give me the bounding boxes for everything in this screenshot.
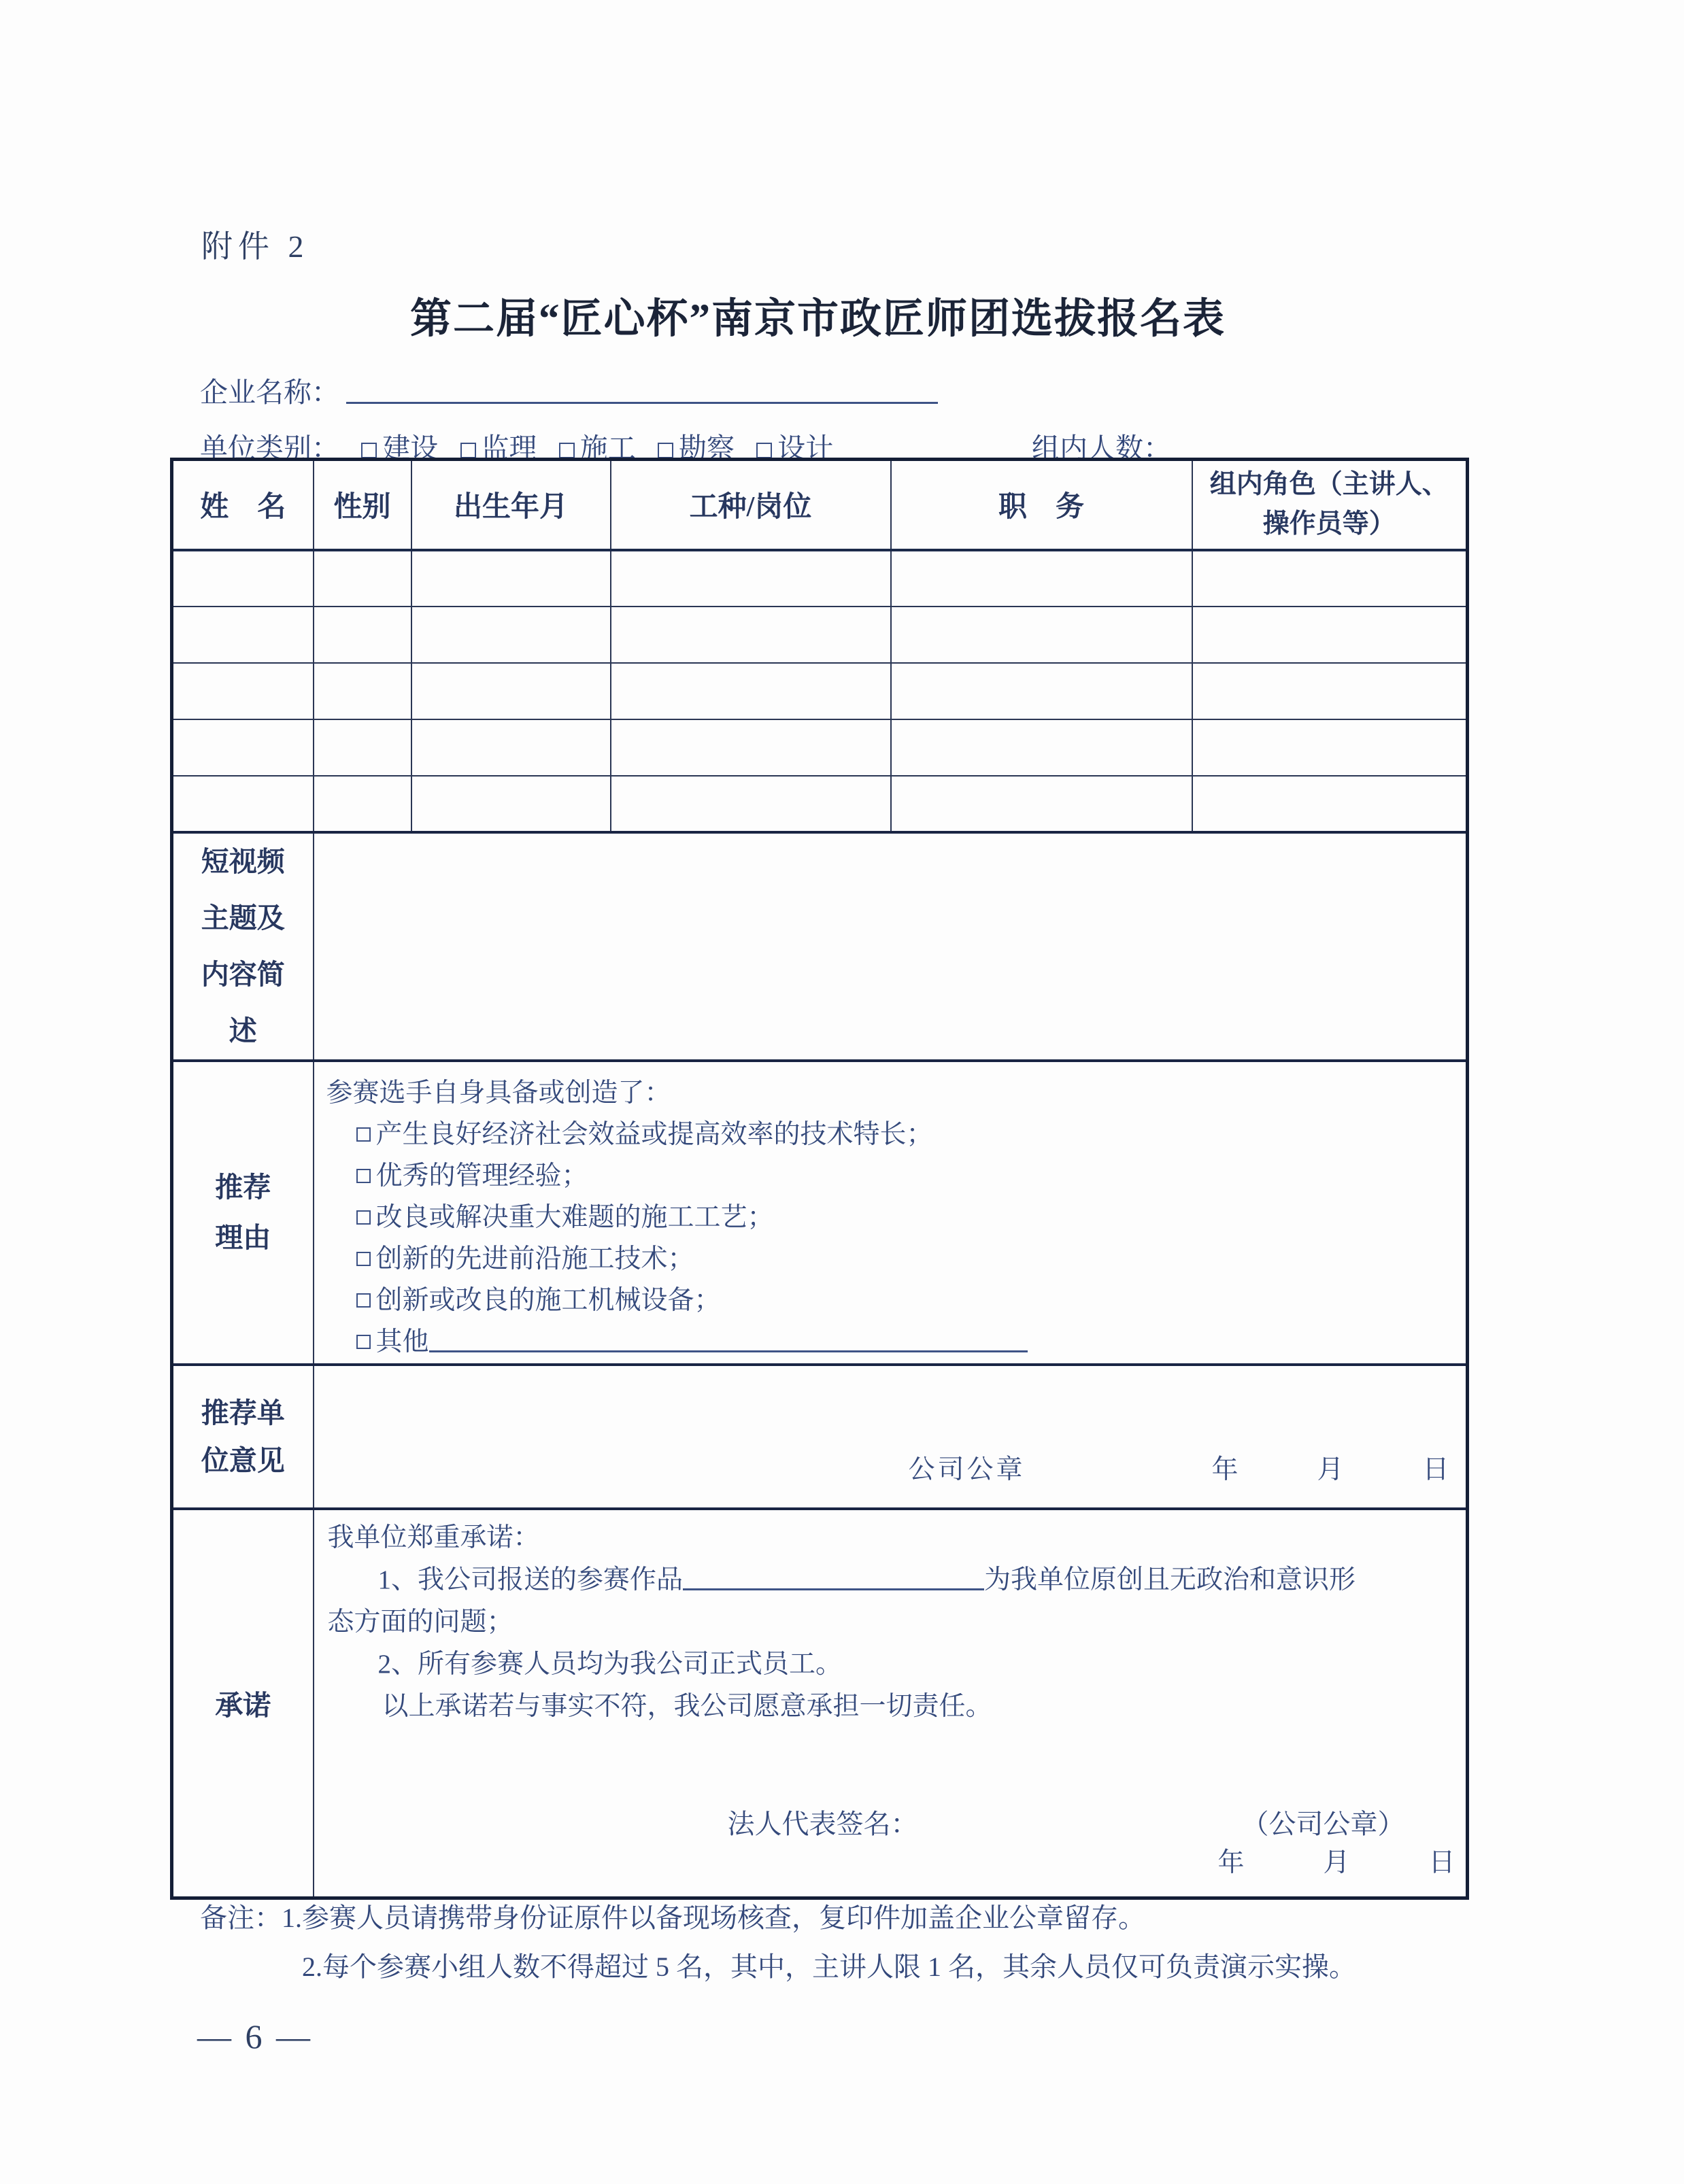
empty-cell <box>891 663 1192 719</box>
empty-cell <box>411 663 611 719</box>
company-seal-paren-label: （公司公章） <box>1241 1809 1405 1840</box>
empty-cell <box>314 550 411 607</box>
empty-cell <box>314 719 411 776</box>
empty-cell <box>1192 550 1468 607</box>
reason-section-label <box>172 1061 314 1365</box>
option-label: 施工 <box>579 432 636 464</box>
pledge-intro: 我单位郑重承诺： <box>327 1523 540 1553</box>
header-trade: 工种/岗位 <box>611 460 891 550</box>
empty-cell <box>411 607 611 663</box>
empty-cell <box>314 607 411 663</box>
reason-option <box>326 1114 1466 1155</box>
reason-label-line: 理由 <box>215 1222 271 1253</box>
reason-option-label: 创新或改良的施工机械设备； <box>375 1285 721 1315</box>
legal-rep-sign-label: 法人代表签名： <box>727 1809 918 1840</box>
pledge-item1 <box>328 1559 1466 1601</box>
pledge-row <box>172 1509 1468 1898</box>
checkbox-icon <box>356 1169 371 1183</box>
empty-cell <box>314 776 411 832</box>
empty-cell <box>1192 719 1468 776</box>
empty-cell <box>172 550 314 607</box>
company-name-row <box>200 370 938 410</box>
empty-cell <box>611 607 891 663</box>
video-content-cell <box>314 832 1468 1061</box>
checkbox-icon <box>460 443 476 458</box>
checkbox-icon <box>356 1252 371 1266</box>
header-role-line1: 组内角色（主讲人、 <box>1209 469 1449 499</box>
video-summary-row <box>172 832 1468 1061</box>
header-role <box>1192 460 1468 550</box>
pledge-item2: 2、所有参赛人员均为我公司正式员工。 <box>377 1650 843 1679</box>
empty-cell <box>611 550 891 607</box>
recommend-reason-row <box>172 1061 1468 1365</box>
header-gender: 性别 <box>314 460 411 550</box>
checkbox-icon <box>356 1127 371 1142</box>
reason-option <box>326 1197 1466 1238</box>
option-label: 勘察 <box>679 432 735 464</box>
notes-block <box>200 1903 1356 1983</box>
reason-option <box>326 1238 1466 1280</box>
table-row <box>172 776 1468 832</box>
group-size-blank <box>1194 431 1320 460</box>
day-label: 日 <box>1422 1454 1449 1484</box>
pledge-item1-pre: 1、我公司报送的参赛作品 <box>377 1565 684 1595</box>
empty-cell <box>172 663 314 719</box>
empty-cell <box>611 719 891 776</box>
table-row <box>172 607 1468 663</box>
attachment-label: 附件 2 <box>201 229 309 264</box>
group-size-label: 组内人数： <box>1032 432 1171 464</box>
video-label-line: 述 <box>229 1014 257 1046</box>
reason-option <box>326 1155 1466 1197</box>
empty-cell <box>172 776 314 832</box>
unit-label-line: 位意见 <box>201 1444 285 1476</box>
reason-other-label: 其他 <box>375 1327 429 1357</box>
header-role-line2: 操作员等） <box>1262 509 1396 539</box>
company-name-label: 企业名称： <box>200 377 339 408</box>
table-row <box>172 663 1468 719</box>
empty-cell <box>891 719 1192 776</box>
table-row <box>172 550 1468 607</box>
video-section-label <box>172 832 314 1061</box>
header-birth: 出生年月 <box>411 460 611 550</box>
company-name-blank <box>346 375 938 404</box>
reason-option-label: 创新的先进前沿施工技术； <box>375 1244 694 1274</box>
empty-cell <box>611 663 891 719</box>
day-label: 日 <box>1428 1848 1455 1878</box>
page-number: — 6 — <box>197 2017 313 2055</box>
checkbox-icon <box>361 443 377 458</box>
reason-content-cell <box>314 1061 1468 1365</box>
month-label: 月 <box>1323 1848 1350 1878</box>
checkbox-icon <box>356 1335 371 1349</box>
reason-other-blank <box>429 1325 1028 1352</box>
header-position: 职 务 <box>891 460 1192 550</box>
pledge-item3: 以上承诺若与事实不符，我公司愿意承担一切责任。 <box>382 1692 992 1722</box>
checkbox-icon <box>658 443 673 458</box>
form-title: 第二届“匠心杯”南京市政匠师团选拔报名表 <box>409 296 1226 342</box>
empty-cell <box>1192 776 1468 832</box>
header-name: 姓 名 <box>172 460 314 550</box>
empty-cell <box>891 607 1192 663</box>
note-line-1: 备注：1.参赛人员请携带身份证原件以备现场核查，复印件加盖企业公章留存。 <box>200 1903 1145 1933</box>
pledge-label-text: 承诺 <box>215 1690 271 1722</box>
unit-label-line: 推荐单 <box>201 1397 285 1429</box>
company-seal-label: 公司公章 <box>908 1454 1026 1484</box>
empty-cell <box>172 719 314 776</box>
unit-opinion-cell <box>314 1365 1468 1509</box>
empty-cell <box>411 776 611 832</box>
reason-option <box>326 1280 1466 1321</box>
reason-option-label: 优秀的管理经验； <box>375 1161 588 1191</box>
checkbox-icon <box>356 1293 371 1308</box>
date-line <box>1212 1448 1449 1486</box>
checkbox-icon <box>756 443 772 458</box>
table-row <box>172 719 1468 776</box>
reason-intro: 参赛选手自身具备或创造了： <box>326 1078 671 1108</box>
empty-cell <box>891 550 1192 607</box>
option-label: 设计 <box>777 432 834 464</box>
empty-cell <box>1192 607 1468 663</box>
empty-cell <box>172 607 314 663</box>
reason-option-other <box>326 1321 1466 1363</box>
video-label-line: 短视频 <box>201 845 285 877</box>
year-label: 年 <box>1217 1848 1245 1878</box>
reason-label-line: 推荐 <box>215 1172 271 1203</box>
registration-table <box>170 458 1469 1900</box>
pledge-item1-post: 为我单位原创且无政治和意识形 <box>984 1565 1356 1595</box>
empty-cell <box>411 719 611 776</box>
year-label: 年 <box>1211 1454 1239 1484</box>
empty-cell <box>891 776 1192 832</box>
work-title-blank <box>683 1563 984 1590</box>
reason-option-label: 改良或解决重大难题的施工工艺； <box>375 1202 774 1232</box>
video-label-line: 主题及 <box>201 902 285 934</box>
video-label-line: 内容简 <box>201 958 285 990</box>
pledge-label <box>172 1509 314 1898</box>
empty-cell <box>314 663 411 719</box>
unit-type-label: 单位类别： <box>200 432 339 464</box>
option-label: 监理 <box>481 432 537 464</box>
reason-option-label: 产生良好经济社会效益或提高效率的技术特长； <box>375 1119 933 1149</box>
pledge-item1-cont: 态方面的问题； <box>327 1607 513 1637</box>
checkbox-icon <box>559 443 575 458</box>
note-line-2: 2.每个参赛小组人数不得超过 5 名，其中，主讲人限 1 名，其余人员仅可负责演示实操。 <box>302 1951 1356 1982</box>
recommend-unit-row <box>172 1365 1468 1509</box>
empty-cell <box>411 550 611 607</box>
month-label: 月 <box>1317 1454 1344 1484</box>
empty-cell <box>1192 663 1468 719</box>
option-label: 建设 <box>382 432 439 464</box>
table-header-row <box>172 460 1468 550</box>
date-line <box>1218 1841 1455 1879</box>
unit-opinion-label <box>172 1365 314 1509</box>
pledge-cell <box>314 1509 1468 1898</box>
empty-cell <box>611 776 891 832</box>
checkbox-icon <box>356 1210 371 1225</box>
